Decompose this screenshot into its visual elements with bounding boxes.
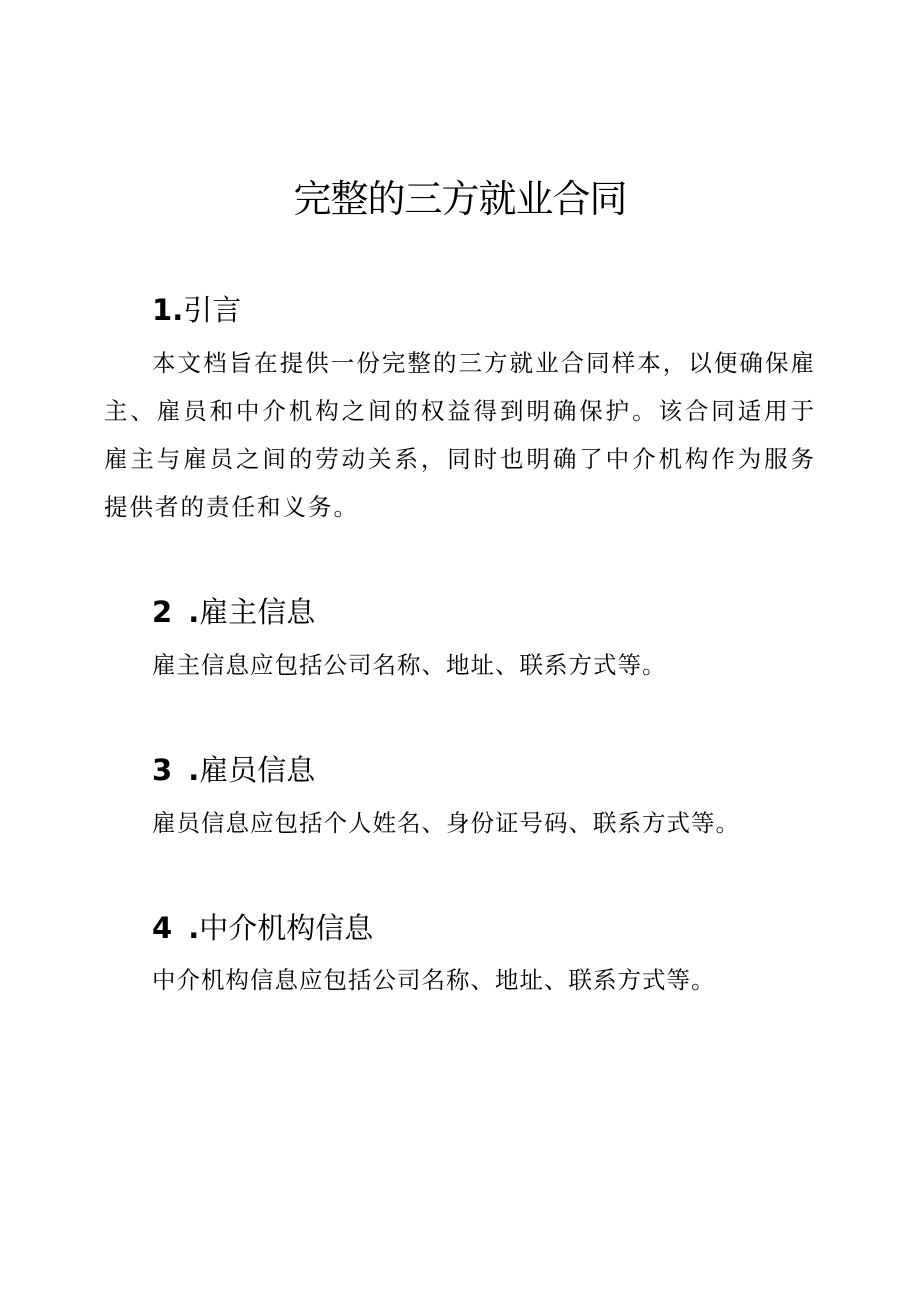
section-4-separator: .: [188, 911, 200, 945]
section-3-title: 雇员信息: [199, 753, 316, 787]
document-title: 完整的三方就业合同: [293, 177, 627, 221]
section-4-body: 中介机构信息应包括公司名称、地址、联系方式等。: [152, 966, 716, 994]
section-3-heading: [152, 752, 315, 788]
section-2-body: 雇主信息应包括公司名称、地址、联系方式等。: [152, 651, 667, 679]
section-1-title: 引言: [183, 293, 242, 327]
section-4-number: 4: [152, 911, 173, 945]
section-1-heading: [152, 292, 241, 328]
section-2-number: 2: [152, 595, 173, 629]
section-1-separator: .: [172, 293, 184, 327]
section-4-title: 中介机构信息: [199, 911, 374, 945]
section-1-number: 1: [152, 293, 173, 327]
section-3-separator: .: [188, 753, 200, 787]
section-2-separator: .: [188, 595, 200, 629]
section-3-body: 雇员信息应包括个人姓名、身份证号码、联系方式等。: [152, 809, 740, 837]
section-1-body: 本文档旨在提供一份完整的三方就业合同样本，以便确保雇主、雇员和中介机构之间的权益得到明确保护。该合同适用于雇主与雇员之间的劳动关系，同时也明确了中介机构作为服务提供者的责任和义务。: [104, 349, 816, 521]
section-3-number: 3: [152, 753, 173, 787]
section-2-title: 雇主信息: [199, 595, 316, 629]
section-4-heading: [152, 910, 373, 946]
section-2-heading: [152, 594, 315, 630]
